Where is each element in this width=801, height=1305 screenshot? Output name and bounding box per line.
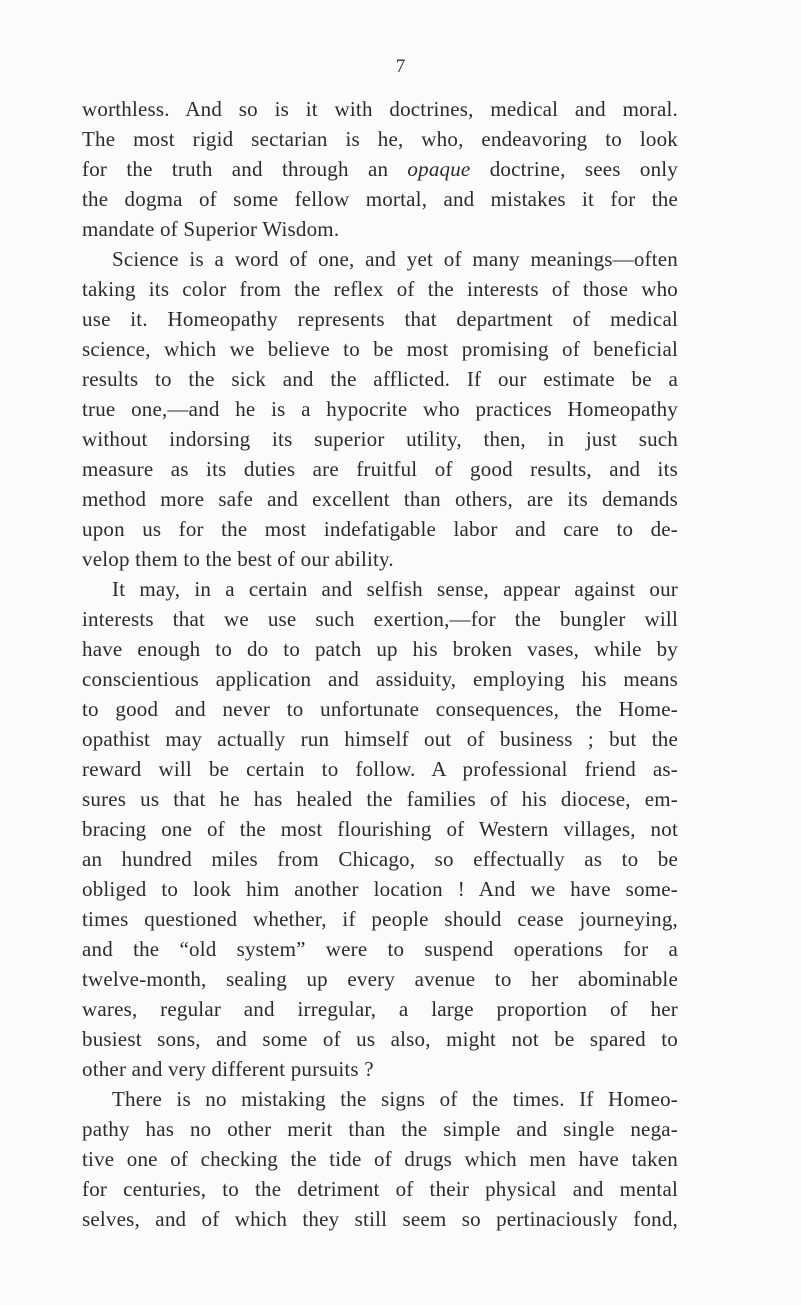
text-line: upon us for the most indefatigable labor and care to de- xyxy=(82,517,678,541)
page-number: 7 xyxy=(395,56,406,77)
text-line: tive one of checking the tide of drugs which men have taken xyxy=(82,1147,678,1171)
text-line: opathist may actually run himself out of business ; but the xyxy=(82,727,678,751)
text-line: the dogma of some fellow mortal, and mistakes it for the xyxy=(82,187,678,211)
text-line: selves, and of which they still seem so pertinaciously fond, xyxy=(82,1207,678,1231)
text-line: wares, regular and irregular, a large proportion of her xyxy=(82,997,678,1021)
text-line: without indorsing its superior utility, then, in just such xyxy=(82,427,678,451)
text-line: results to the sick and the afflicted. If our estimate be a xyxy=(82,367,678,391)
text-line: conscientious application and assiduity, employing his means xyxy=(82,667,678,691)
text-line: worthless. And so is it with doctrines, medical and moral. xyxy=(82,97,678,121)
body-text xyxy=(82,94,678,1234)
text-segment: for the truth and through an xyxy=(82,157,408,181)
text-line: It may, in a certain and selfish sense, appear against our xyxy=(112,577,678,601)
text-line: There is no mistaking the signs of the times. If Homeo- xyxy=(112,1087,678,1111)
text-line: an hundred miles from Chicago, so effectually as to be xyxy=(82,847,678,871)
text-line: use it. Homeopathy represents that department of medical xyxy=(82,307,678,331)
text-line: The most rigid sectarian is he, who, endeavoring to look xyxy=(82,127,678,151)
italic-word: opaque xyxy=(407,157,471,181)
text-line: method more safe and excellent than others, are its demands xyxy=(82,487,678,511)
text-line: busiest sons, and some of us also, might not be spared to xyxy=(82,1027,678,1051)
text-line: times questioned whether, if people should cease journeying, xyxy=(82,907,678,931)
text-line: for centuries, to the detriment of their physical and mental xyxy=(82,1177,678,1201)
text-line: taking its color from the reflex of the interests of those who xyxy=(82,277,678,301)
text-line: to good and never to unfortunate consequences, the Home- xyxy=(82,697,678,721)
text-line: bracing one of the most flourishing of Western villages, not xyxy=(82,817,678,841)
text-line: reward will be certain to follow. A professional friend as- xyxy=(82,757,678,781)
text-line: science, which we believe to be most promising of beneficial xyxy=(82,337,678,361)
text-line: true one,—and he is a hypocrite who practices Homeopathy xyxy=(82,397,678,421)
text-line: have enough to do to patch up his broken vases, while by xyxy=(82,637,678,661)
text-line: pathy has no other merit than the simple and single nega- xyxy=(82,1117,678,1141)
text-line: and the “old system” were to suspend operations for a xyxy=(82,937,678,961)
text-line: velop them to the best of our ability. xyxy=(82,547,394,571)
text-line: obliged to look him another location ! And we have some- xyxy=(82,877,678,901)
text-line xyxy=(82,154,678,184)
text-line: interests that we use such exertion,—for the bungler will xyxy=(82,607,678,631)
text-line: other and very different pursuits ? xyxy=(82,1057,374,1081)
text-line: sures us that he has healed the families of his diocese, em- xyxy=(82,787,678,811)
text-line: measure as its duties are fruitful of good results, and its xyxy=(82,457,678,481)
text-segment: doctrine, sees only xyxy=(470,157,678,181)
text-line: mandate of Superior Wisdom. xyxy=(82,217,340,241)
text-line: Science is a word of one, and yet of many meanings—often xyxy=(112,247,678,271)
text-line: twelve-month, sealing up every avenue to her abominable xyxy=(82,967,678,991)
